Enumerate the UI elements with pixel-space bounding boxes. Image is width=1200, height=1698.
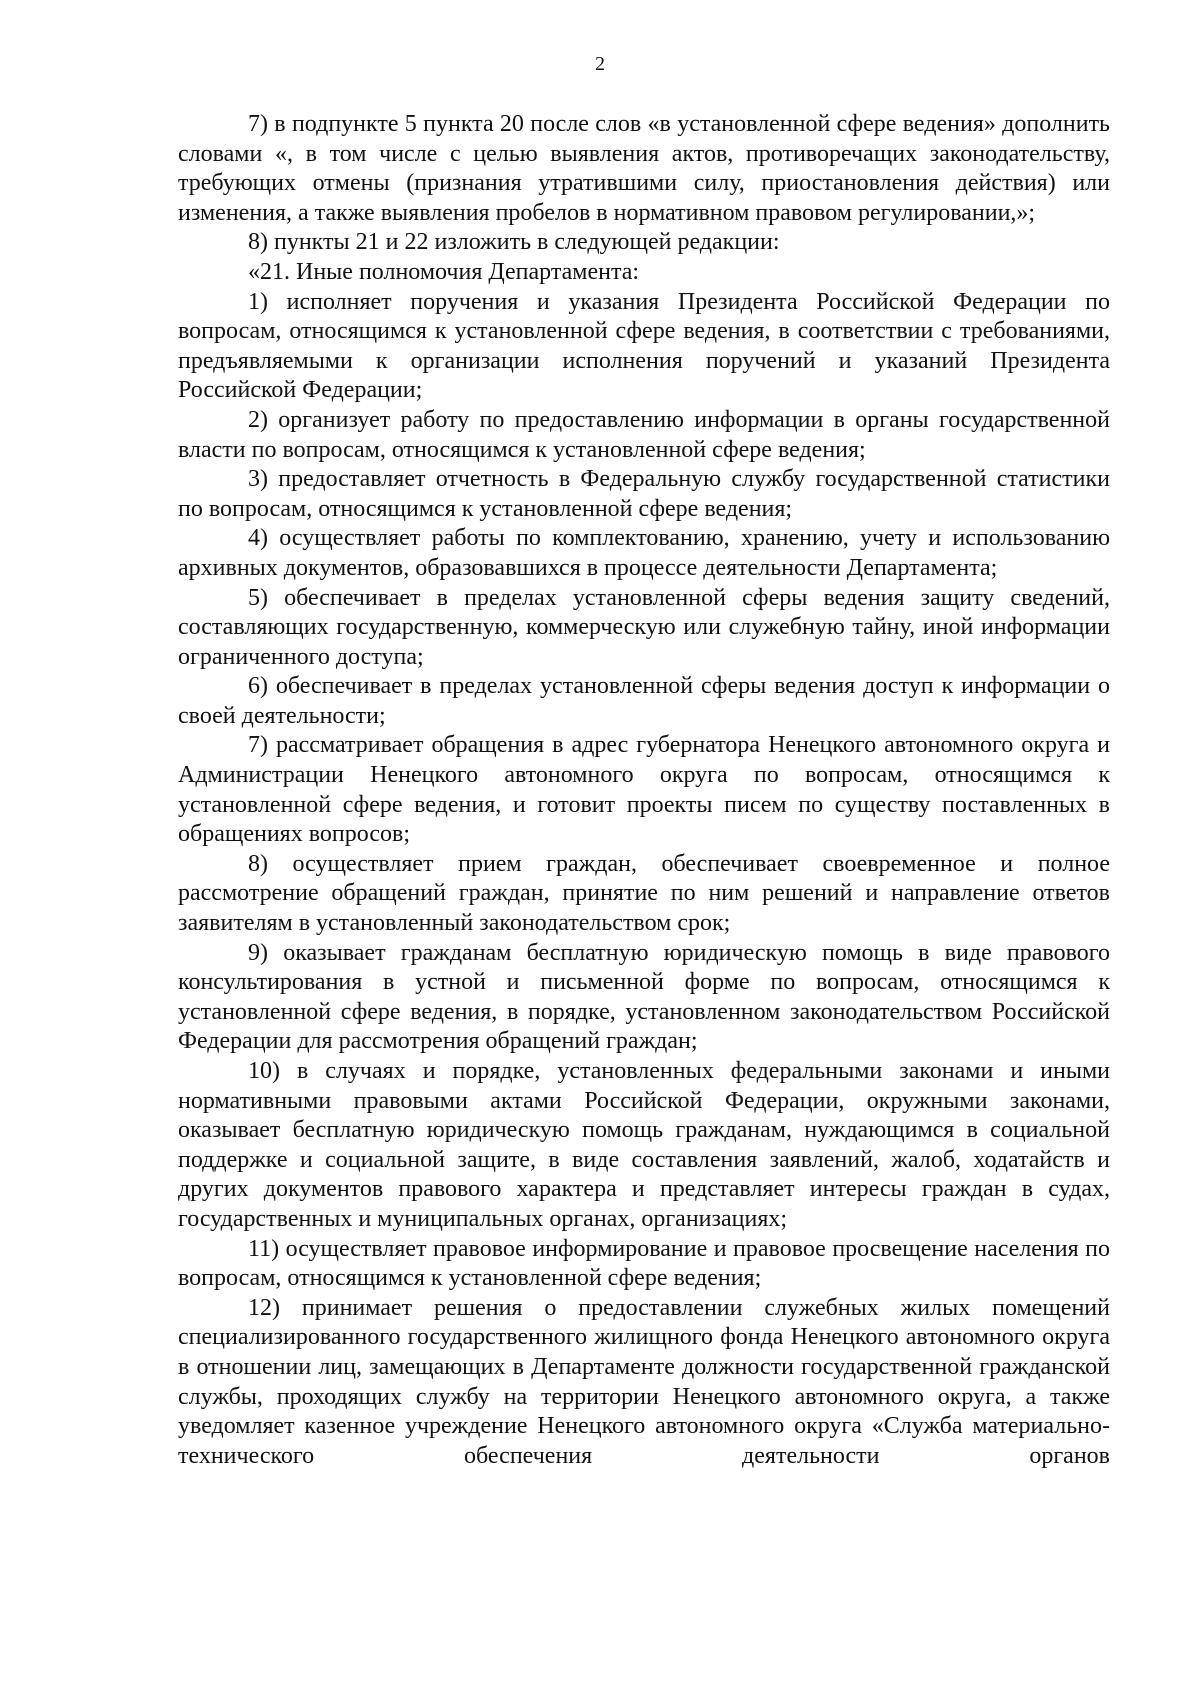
paragraph-power-1: 1) исполняет поручения и указания Президента Российской Федерации по вопросам, относящимся к установленной сфере ведения, в соответствии с требованиями, предъявляемыми к организации исполнения поручений и указаний Президента Российской Федерации; <box>178 288 1110 404</box>
paragraph-item-8-amendment: 8) пункты 21 и 22 изложить в следующей редакции: <box>248 229 780 256</box>
paragraph-power-6: 6) обеспечивает в пределах установленной сферы ведения доступ к информации о своей деятельности; <box>178 673 1110 729</box>
paragraph-power-5: 5) обеспечивает в пределах установленной сферы ведения защиту сведений, составляющих государственную, коммерческую или служебную тайну, иной информации ограниченного доступа; <box>178 584 1110 670</box>
paragraph-item-7-addition: 7) в подпункте 5 пункта 20 после слов «в установленной сфере ведения» дополнить словами «, в том числе с целью выявления актов, противоречащих законодательству, требующих отмены (признания утратившими силу, приостановления действия) или изменения, а также выявления пробелов в нормативном правовом регулировании,»; <box>178 111 1110 226</box>
document-body <box>178 110 1110 1471</box>
paragraph-clause-21-heading: «21. Иные полномочия Департамента: <box>248 258 640 285</box>
paragraph-power-12: 12) принимает решения о предоставлении служебных жилых помещений специализированного государственного жилищного фонда Ненецкого автономного округа в отношении лиц, замещающих в Департаменте должности государственной гражданской службы, проходящих службу на территории Ненецкого автономного округа, а также уведомляет казенное учреждение Ненецкого автономного округа «Служба материально-технического обеспечения деятельности органов <box>178 1294 1110 1469</box>
paragraph-power-11: 11) осуществляет правовое информирование и правовое просвещение населения по вопросам, относящимся к установленной сфере ведения; <box>178 1235 1110 1292</box>
paragraph-power-4: 4) осуществляет работы по комплектованию, хранению, учету и использованию архивных документов, образовавшихся в процессе деятельности Департамента; <box>178 525 1110 581</box>
paragraph-power-7: 7) рассматривает обращения в адрес губернатора Ненецкого автономного округа и Администрации Ненецкого автономного округа по вопросам, относящимся к установленной сфере ведения, и готовит проекты писем по существу поставленных в обращениях вопросов; <box>178 732 1110 848</box>
paragraph-power-2: 2) организует работу по предоставлению информации в органы государственной власти по вопросам, относящимся к установленной сфере ведения; <box>178 406 1110 463</box>
paragraph-power-9: 9) оказывает гражданам бесплатную юридическую помощь в виде правового консультирования в устной и письменной форме по вопросам, относящимся к установленной сфере ведения, в порядке, установленном законодательством Российской Федерации для рассмотрения обращений граждан; <box>178 939 1110 1055</box>
paragraph-power-3: 3) предоставляет отчетность в Федеральную службу государственной статистики по вопросам, относящимся к установленной сфере ведения; <box>178 466 1110 522</box>
paragraph-power-8: 8) осуществляет прием граждан, обеспечивает своевременное и полное рассмотрение обращений граждан, принятие по ним решений и направление ответов заявителям в установленный законодательством срок; <box>178 850 1110 937</box>
page-number: 2 <box>595 53 605 75</box>
paragraph-power-10: 10) в случаях и порядке, установленных федеральными законами и иными нормативными правовыми актами Российской Федерации, окружными законами, оказывает бесплатную юридическую помощь гражданам, нуждающимся в социальной поддержке и социальной защите, в виде составления заявлений, жалоб, ходатайств и других документов правового характера и представляет интересы граждан в судах, государственных и муниципальных органах, организациях; <box>178 1058 1110 1232</box>
